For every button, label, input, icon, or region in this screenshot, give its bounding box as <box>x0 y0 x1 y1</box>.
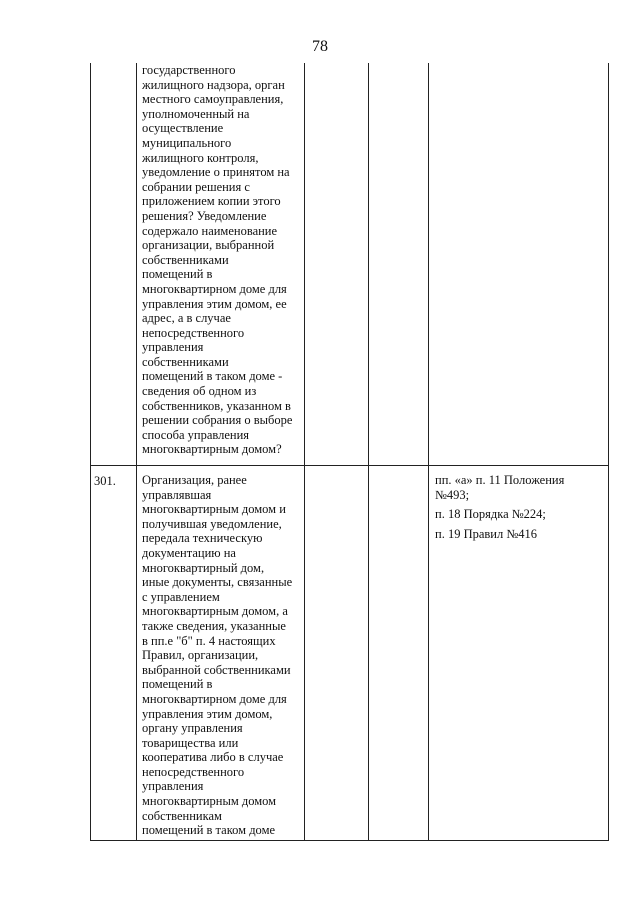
text-line: собственникам <box>142 808 222 823</box>
no-cell <box>369 63 429 466</box>
text-line: содержало наименование <box>142 223 278 238</box>
row-number <box>91 63 136 71</box>
text-line: иные документы, связанные <box>142 575 293 590</box>
text-line: также сведения, указанные <box>142 618 286 633</box>
text-line: жилищного контроля, <box>142 150 259 165</box>
reference-line: п. 19 Правил №416 <box>435 526 538 541</box>
text-line: уполномоченный на <box>142 106 250 121</box>
text-line: многоквартирным домом и <box>142 502 286 517</box>
text-line: товарищества или <box>142 735 239 750</box>
question-text <box>137 63 304 457</box>
reference-item <box>435 507 604 522</box>
text-line: адрес, а в случае <box>142 311 231 326</box>
table-row <box>91 63 609 466</box>
text-line: управления этим домом, ее <box>142 296 287 311</box>
text-line: помещений в <box>142 677 213 692</box>
text-line: способа управления <box>142 427 250 442</box>
text-line: непосредственного <box>142 325 245 340</box>
text-line: собрании решения с <box>142 179 250 194</box>
text-line: получившая уведомление, <box>142 516 282 531</box>
no-cell <box>369 466 429 841</box>
text-line: местного самоуправления, <box>142 92 284 107</box>
references-list <box>429 466 608 541</box>
question-text <box>137 466 304 838</box>
text-line: многоквартирным домом, а <box>142 604 288 619</box>
text-line: многоквартирном доме для <box>142 281 287 296</box>
text-line: передала техническую <box>142 531 263 546</box>
text-line: документацию на <box>142 545 236 560</box>
text-line: помещений в <box>142 267 213 282</box>
text-line: управлявшая <box>142 487 212 502</box>
text-line: уведомление о принятом на <box>142 165 290 180</box>
text-line: решения? Уведомление <box>142 208 267 223</box>
text-line: многоквартирный дом, <box>142 560 265 575</box>
text-line: выбранной собственниками <box>142 662 291 677</box>
text-line: управления <box>142 779 204 794</box>
text-line: решении собрания о выборе <box>142 413 293 428</box>
reference-item <box>435 527 604 542</box>
reference-line: п. 18 Порядка №224; <box>435 507 546 522</box>
text-line: организации, выбранной <box>142 238 275 253</box>
row-number-cell <box>91 63 137 466</box>
text-line: собственниками <box>142 252 229 267</box>
text-line: собственниками <box>142 354 229 369</box>
text-line: помещений в таком доме - <box>142 369 283 384</box>
yes-cell <box>305 63 369 466</box>
text-line: непосредственного <box>142 764 245 779</box>
yes-cell <box>305 466 369 841</box>
references-list <box>429 63 608 70</box>
table-row <box>91 466 609 841</box>
text-line: многоквартирным домом <box>142 794 277 809</box>
text-line: осуществление <box>142 121 224 136</box>
text-line: управления этим домом, <box>142 706 273 721</box>
page-number: 78 <box>312 38 328 55</box>
text-line: Организация, ранее <box>142 473 247 487</box>
text-line: жилищного надзора, орган <box>142 77 285 92</box>
text-line: в пп.е "б" п. 4 настоящих <box>142 633 276 648</box>
row-number: 301. <box>94 474 116 488</box>
requirements-table <box>90 63 609 841</box>
text-line: управления <box>142 340 204 355</box>
text-line: помещений в таком доме <box>142 823 276 838</box>
text-line: кооператива либо в случае <box>142 750 284 765</box>
reference-line: пп. «а» п. 11 Положения <box>435 473 565 487</box>
reference-item <box>435 473 604 502</box>
text-line: многоквартирным домом? <box>142 442 282 457</box>
question-cell <box>137 466 305 841</box>
references-cell <box>429 63 609 466</box>
text-line: муниципального <box>142 135 232 150</box>
text-line: органу управления <box>142 721 243 736</box>
question-cell <box>137 63 305 466</box>
text-line: приложением копии этого <box>142 194 281 209</box>
text-line: Правил, организации, <box>142 648 259 663</box>
text-line: собственников, указанном в <box>142 398 291 413</box>
text-line: сведения об одном из <box>142 384 257 399</box>
references-cell <box>429 466 609 841</box>
text-line: государственного <box>142 63 236 77</box>
text-line: многоквартирном доме для <box>142 691 287 706</box>
row-number-cell <box>91 466 137 841</box>
reference-line: №493; <box>435 487 470 502</box>
text-line: с управлением <box>142 589 220 604</box>
